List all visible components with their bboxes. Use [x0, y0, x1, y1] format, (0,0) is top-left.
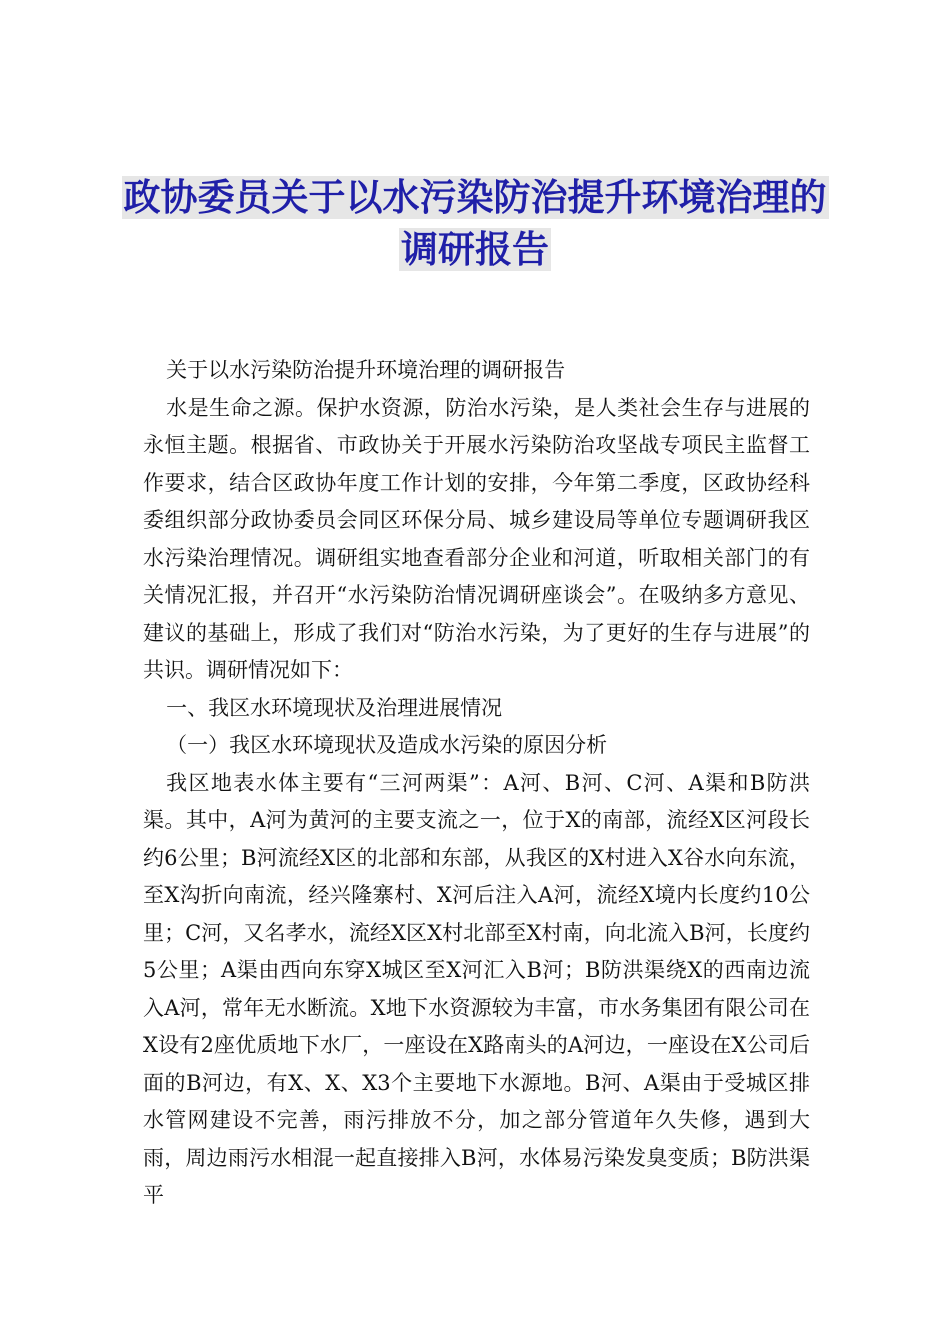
- body-paragraph: 水是生命之源。保护水资源，防治水污染，是人类社会生存与进展的永恒主题。根据省、市政协关于开展水污染防治攻坚战专项民主监督工作要求，结合区政协年度工作计划的安排，今年第二季度，区政协经科委组织部分政协委员会同区环保分局、城乡建设局等单位专题调研我区水污染治理情况。调研组实地查看部分企业和河道，听取相关部门的有关情况汇报，并召开“水污染防治情况调研座谈会”。在吸纳多方意见、建议的基础上，形成了我们对“防治水污染，为了更好的生存与进展”的共识。调研情况如下：: [143, 395, 810, 682]
- document-title: [120, 172, 830, 276]
- subtitle-paragraph: 关于以水污染防治提升环境治理的调研报告: [166, 358, 566, 382]
- section-heading: 一、我区水环境现状及治理进展情况: [166, 695, 503, 720]
- document-title-text: 政协委员关于以水污染防治提升环境治理的调研报告: [123, 176, 827, 271]
- subsection-heading: （一）我区水环境现状及造成水污染的原因分析: [166, 733, 608, 757]
- body-paragraph: 我区地表水体主要有“三河两渠”：A河、B河、C河、A渠和B防洪渠。其中，A河为黄河的主要支流之一，位于X的南部，流经X区河段长约6公里；B河流经X区的北部和东部，从我区的X村进入X谷水向东流，至X沟折向南流，经兴隆寨村、X河后注入A河，流经X境内长度约10公里；C河，又名孝水，流经X区X村北部至X村南，向北流入B河，长度约5公里；A渠由西向东穿X城区至X河汇入B河；B防洪渠绕X的西南边流入A河，常年无水断流。X地下水资源较为丰富，市水务集团有限公司在X设有2座优质地下水厂，一座设在X路南头的A河边，一座设在X公司后面的B河边，有X、X、X3个主要地下水源地。B河、A渠由于受城区排水管网建设不完善，雨污排放不分，加之部分管道年久失修，遇到大雨，周边雨污水相混一起直接排入B河，水体易污染发臭变质；B防洪渠平: [143, 770, 810, 1207]
- document-body: [143, 352, 810, 1215]
